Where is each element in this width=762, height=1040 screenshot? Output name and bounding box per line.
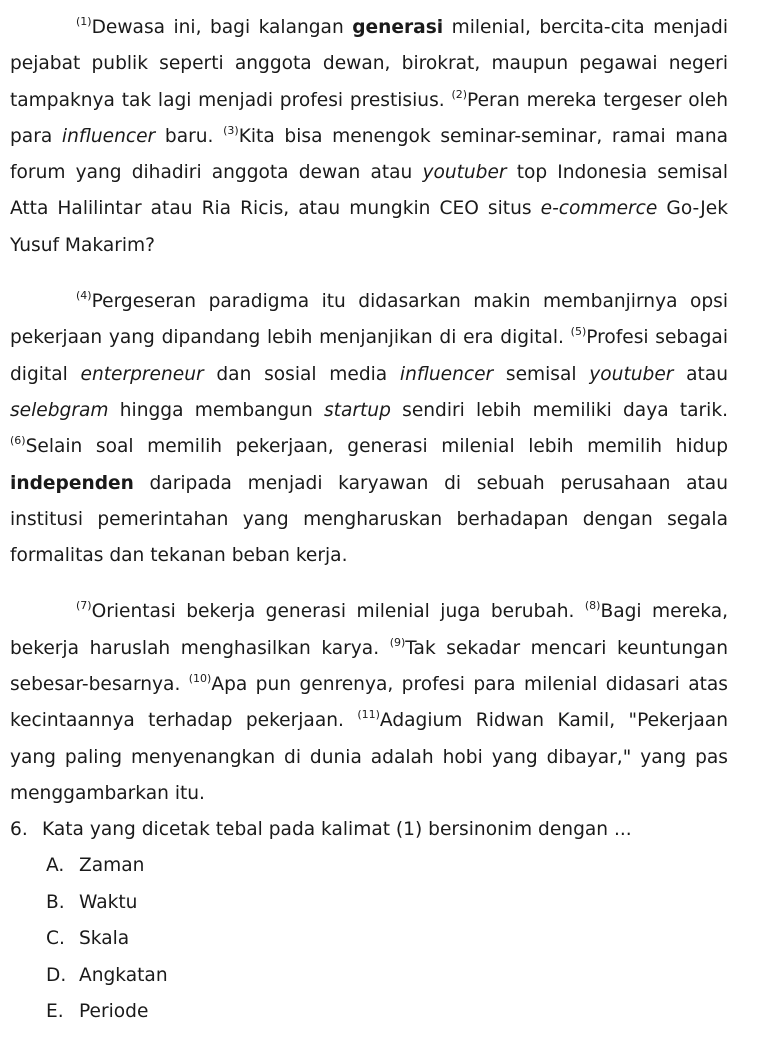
option-letter: A. xyxy=(46,855,65,877)
answer-options xyxy=(10,848,728,1031)
option-text: Zaman xyxy=(79,855,145,877)
sentence-text: Dewasa ini, bagi kalangan xyxy=(91,17,353,38)
question xyxy=(10,812,728,848)
sentence-text: dan sosial media xyxy=(203,363,400,385)
italic-word: influencer xyxy=(61,125,156,147)
option-e[interactable] xyxy=(10,994,728,1031)
document-page xyxy=(10,10,728,1031)
sentence-text: Apa pun genrenya, profesi para milenial didasari atas kecintaannya terhadap pekerjaan. xyxy=(10,674,728,732)
sentence-number: (9) xyxy=(389,635,406,649)
question-text: Kata yang dicetak tebal pada kalimat (1) bersinonim dengan ... xyxy=(42,819,632,841)
sentence-number: (1) xyxy=(76,15,92,28)
italic-word: e-commerce xyxy=(540,198,658,220)
italic-word: youtuber xyxy=(589,363,674,385)
sentence-text: Peran mereka tergeser oleh para xyxy=(10,89,728,147)
sentence-text: sendiri lebih memiliki daya tarik. xyxy=(390,399,729,421)
sentence xyxy=(10,436,728,566)
option-b[interactable] xyxy=(10,885,728,922)
sentence-number: (6) xyxy=(10,434,26,448)
sentence-text: Kita bisa menengok seminar-seminar, ramai mana forum yang dihadiri anggota dewan atau xyxy=(10,125,728,184)
sentence-text: milenial, bercita-cita menjadi pejabat publik seperti anggota dewan, birokrat, maupun pegawai negeri tampaknya tak lagi menjadi profesi prestisius. xyxy=(10,17,728,111)
italic-word: youtuber xyxy=(422,162,507,184)
option-letter: B. xyxy=(46,891,65,913)
italic-word: selebgram xyxy=(10,399,109,421)
italic-word: startup xyxy=(323,399,391,421)
option-text: Periode xyxy=(79,1001,149,1023)
bold-word: generasi xyxy=(352,17,444,38)
sentence-text: Selain soal memilih pekerjaan, generasi milenial lebih memilih hidup xyxy=(25,436,728,458)
sentence-number: (10) xyxy=(188,672,212,686)
sentence-text: top Indonesia semisal Atta Halilintar atau Ria Ricis, atau mungkin CEO situs xyxy=(10,162,728,220)
sentence-number: (4) xyxy=(76,289,92,303)
option-letter: C. xyxy=(46,928,65,950)
sentence-text: atau xyxy=(673,363,729,385)
passage-paragraph-3 xyxy=(10,594,728,812)
sentence-text: Tak sekadar mencari keuntungan sebesar-besarnya. xyxy=(10,637,728,696)
italic-word: influencer xyxy=(399,363,494,385)
sentence xyxy=(76,601,585,622)
sentence-number: (2) xyxy=(451,87,468,101)
passage-paragraph-2 xyxy=(10,284,728,574)
bold-word: independen xyxy=(10,472,134,494)
italic-word: enterpreneur xyxy=(80,363,204,385)
reading-passage xyxy=(10,10,728,812)
question-number: 6. xyxy=(10,819,28,841)
passage-paragraph-1 xyxy=(10,10,728,264)
option-c[interactable] xyxy=(10,921,728,958)
sentence-text: Bagi mereka, bekerja haruslah menghasilkan karya. xyxy=(10,601,728,659)
sentence-text: hingga membangun xyxy=(108,399,324,421)
sentence-text: baru. xyxy=(155,125,224,147)
sentence-text: daripada menjadi karyawan di sebuah perusahaan atau institusi pemerintahan yang mengharuskan berhadapan dengan segala formalitas dan tekanan beban kerja. xyxy=(10,472,728,567)
sentence-text: Pergeseran paradigma itu didasarkan makin membanjirnya opsi pekerjaan yang dipandang lebih menjanjikan di era digital. xyxy=(10,291,728,349)
sentence-text: Adagium Ridwan Kamil, "Pekerjaan yang paling menyenangkan di dunia adalah hobi yang dibayar," yang pas menggambarkan itu. xyxy=(10,710,728,804)
sentence-text: Go-Jek Yusuf Makarim? xyxy=(10,198,728,256)
option-text: Waktu xyxy=(79,891,138,913)
sentence-number: (5) xyxy=(570,325,587,339)
option-a[interactable] xyxy=(10,848,728,885)
option-d[interactable] xyxy=(10,958,728,995)
sentence-number: (3) xyxy=(223,123,239,137)
option-text: Skala xyxy=(79,928,130,950)
option-text: Angkatan xyxy=(79,964,168,986)
sentence-text: semisal xyxy=(493,363,590,385)
sentence-number: (11) xyxy=(357,708,380,722)
sentence-text: Profesi sebagai digital xyxy=(10,327,728,385)
sentence-number: (7) xyxy=(76,599,92,613)
sentence-number: (8) xyxy=(584,599,601,613)
option-letter: E. xyxy=(46,1001,64,1023)
option-letter: D. xyxy=(46,964,67,986)
sentence-text: Orientasi bekerja generasi milenial juga berubah. xyxy=(91,601,585,623)
